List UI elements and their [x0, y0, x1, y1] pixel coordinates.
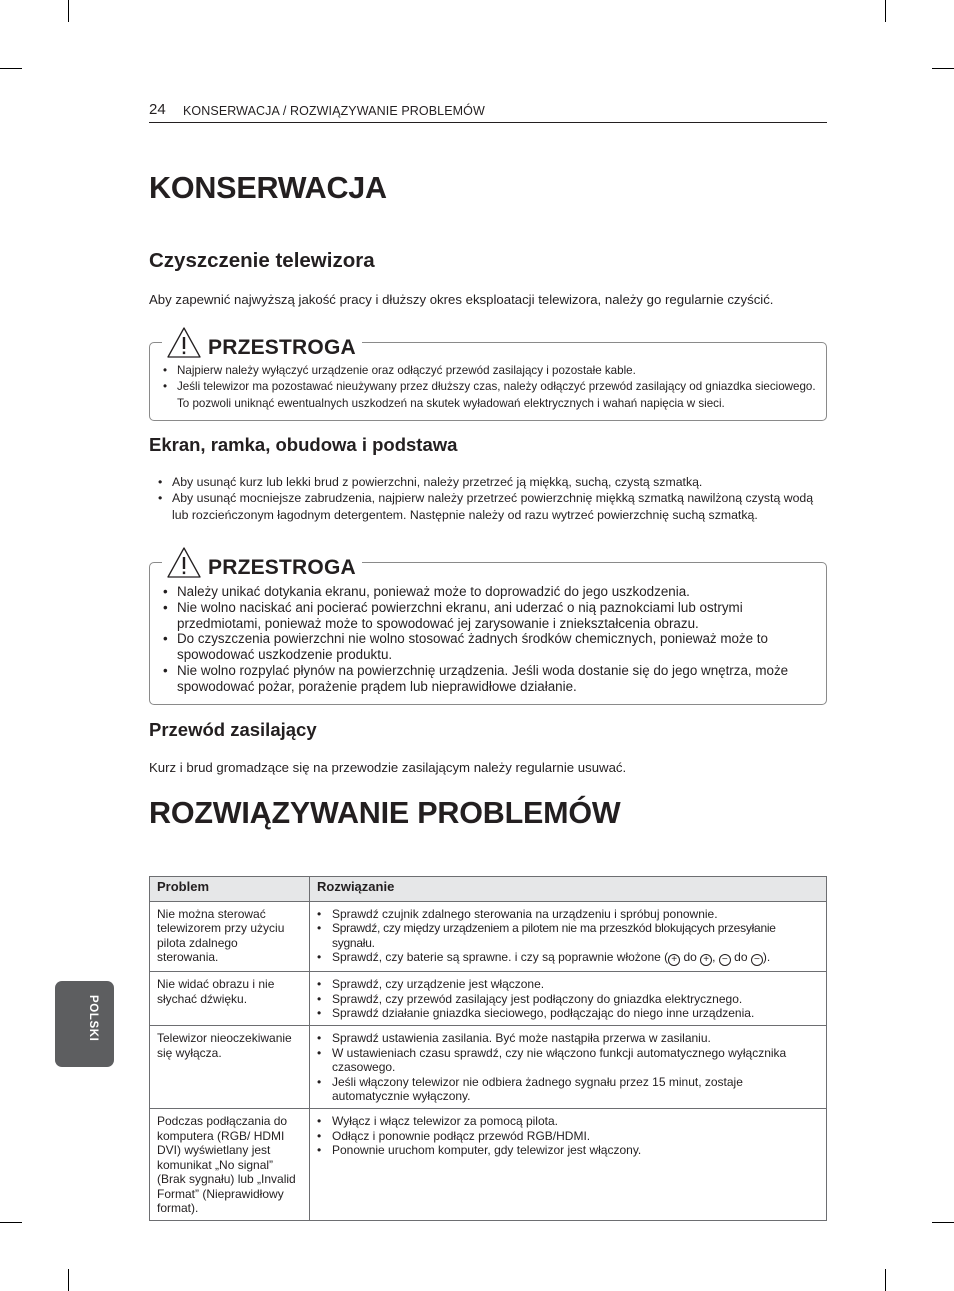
solution-cell — [310, 1026, 827, 1109]
list-item: • Nie wolno naciskać ani pocierać powierzchni ekranu, ani uderzać o nią paznokciami lub ostrymi przedmiotami, ponieważ może to spowodować jej zarysowanie i zniekształcenia obrazu. — [163, 600, 813, 632]
list-item: • Do czyszczenia powierzchni nie wolno stosować żadnych środków chemicznych, ponieważ może to spowodować uszkodzenie produktu. — [163, 631, 813, 663]
plus-icon: + — [668, 954, 680, 966]
list-item: • Jeśli włączony telewizor nie odbiera żadnego sygnału przez 15 minut, zostaje automatycznie wyłączony. — [317, 1075, 819, 1104]
crop-mark — [0, 1222, 22, 1223]
list-item: • Najpierw należy wyłączyć urządzenie oraz odłączyć przewód zasilający i pozostałe kable. — [163, 363, 818, 379]
battery-text: do — [730, 950, 751, 965]
list-item: • Sprawdź czujnik zdalnego sterowania na urządzeniu i spróbuj ponownie. — [317, 907, 819, 921]
page-number: 24 — [149, 101, 166, 118]
caution-header — [162, 319, 362, 359]
power-cord-title: Przewód zasilający — [149, 719, 317, 740]
list-item: • Wyłącz i włącz telewizor za pomocą pilota. — [317, 1114, 819, 1128]
crop-mark — [932, 1222, 954, 1223]
list-item: • Aby usunąć kurz lub lekki brud z powierzchni, należy przetrzeć ją miękką, suchą, czystą szmatką. — [158, 474, 826, 490]
plus-icon: + — [700, 954, 712, 966]
list-item: • Należy unikać dotykania ekranu, ponieważ może to doprowadzić do jego uszkodzenia. — [163, 584, 813, 600]
warning-icon — [166, 326, 202, 359]
warning-icon — [166, 546, 202, 579]
minus-icon: − — [751, 954, 763, 966]
list-item: • Sprawdź działanie gniazdka sieciowego, podłączając do niego inne urządzenia. — [317, 1006, 819, 1020]
troubleshooting-title: ROZWIĄZYWANIE PROBLEMÓW — [149, 796, 621, 830]
cleaning-title: Czyszczenie telewizora — [149, 249, 375, 272]
problem-cell: Telewizor nieoczekiwanie się wyłącza. — [150, 1026, 310, 1109]
list-item: • Sprawdź, czy między urządzeniem a pilotem nie ma przeszkód blokujących przesyłanie sygnału. — [317, 921, 819, 950]
list-item: • Jeśli telewizor ma pozostawać nieużywany przez dłuższy czas, należy odłączyć przewód zasilający od gniazdka sieciowego. To pozwoli uniknąć ewentualnych uszkodzeń na skutek wyładowań elektrycznych i wahań napięcia w sieci. — [163, 379, 818, 412]
crop-mark — [885, 0, 886, 22]
solution-list — [317, 1031, 819, 1103]
caution-header — [162, 539, 362, 579]
solution-list — [317, 1114, 819, 1157]
caution-label: PRZESTROGA — [208, 336, 356, 359]
battery-text: Sprawdź, czy baterie są sprawne. i czy są poprawnie włożone ( — [332, 950, 669, 965]
solution-cell — [310, 972, 827, 1026]
list-item: • Sprawdź ustawienia zasilania. Być może nastąpiła przerwa w zasilaniu. — [317, 1031, 819, 1045]
power-cord-text: Kurz i brud gromadzące się na przewodzie zasilającym należy regularnie usuwać. — [149, 760, 627, 775]
caution-list — [163, 584, 813, 695]
problem-cell: Nie widać obrazu i nie słychać dźwięku. — [150, 972, 310, 1026]
column-header-solution: Rozwiązanie — [310, 877, 827, 902]
list-item — [317, 950, 819, 966]
table-row — [150, 972, 827, 1026]
problem-cell: Nie można sterować telewizorem przy użyciu pilota zdalnego sterowania. — [150, 902, 310, 972]
list-item: • Odłącz i ponownie podłącz przewód RGB/HDMI. — [317, 1129, 819, 1143]
crop-mark — [68, 1269, 69, 1291]
caution-list — [163, 363, 818, 412]
column-header-problem: Problem — [150, 877, 310, 902]
list-item: • Sprawdź, czy urządzenie jest włączone. — [317, 977, 819, 991]
list-item: • W ustawieniach czasu sprawdź, czy nie włączono funkcji automatycznego wyłącznika czasowego. — [317, 1046, 819, 1075]
crop-mark — [0, 68, 22, 69]
language-tab — [55, 981, 114, 1067]
crop-mark — [68, 0, 69, 22]
list-item: • Aby usunąć mocniejsze zabrudzenia, najpierw należy przetrzeć powierzchnię miękką szmatką nawilżoną czystą wodą lub rozcieńczonym łagodnym detergentem. Następnie należy od razu wytrzeć powierzchnię suchą szmatką. — [158, 490, 826, 523]
screen-title: Ekran, ramka, obudowa i podstawa — [149, 434, 458, 455]
screen-list — [158, 474, 826, 523]
minus-icon: − — [719, 954, 731, 966]
problem-cell: Podczas podłączania do komputera (RGB/ HDMI DVI) wyświetlany jest komunikat „No signal” (Brak sygnału) lub „Invalid Format” (Nieprawidłowy format). — [150, 1109, 310, 1221]
maintenance-title: KONSERWACJA — [149, 171, 387, 205]
solution-cell — [310, 902, 827, 972]
list-item: • Nie wolno rozpylać płynów na powierzchnię urządzenia. Jeśli woda dostanie się do jego wnętrza, może spowodować pożar, porażenie prądem lub nieprawidłowe działanie. — [163, 663, 813, 695]
troubleshooting-table — [149, 876, 827, 1221]
caution-box — [149, 556, 827, 705]
table-row — [150, 1109, 827, 1221]
crop-mark — [885, 1269, 886, 1291]
caution-label: PRZESTROGA — [208, 556, 356, 579]
solution-list — [317, 907, 819, 966]
solution-cell — [310, 1109, 827, 1221]
caution-box — [149, 336, 827, 421]
crop-mark — [932, 68, 954, 69]
list-item: • Ponownie uruchom komputer, gdy telewizor jest włączony. — [317, 1143, 819, 1157]
table-row — [150, 902, 827, 972]
battery-text: ). — [762, 950, 771, 965]
language-tab-label: POLSKI — [87, 995, 99, 1042]
running-title: KONSERWACJA / ROZWIĄZYWANIE PROBLEMÓW — [183, 104, 485, 118]
page-header — [149, 100, 827, 123]
table-header-row — [150, 877, 827, 902]
battery-text: do — [680, 950, 701, 965]
solution-list — [317, 977, 819, 1020]
table-row — [150, 1026, 827, 1109]
battery-text: , — [712, 950, 719, 965]
cleaning-intro: Aby zapewnić najwyższą jakość pracy i dłuższy okres eksploatacji telewizora, należy go regularnie czyścić. — [149, 292, 774, 307]
list-item: • Sprawdź, czy przewód zasilający jest podłączony do gniazdka elektrycznego. — [317, 992, 819, 1006]
